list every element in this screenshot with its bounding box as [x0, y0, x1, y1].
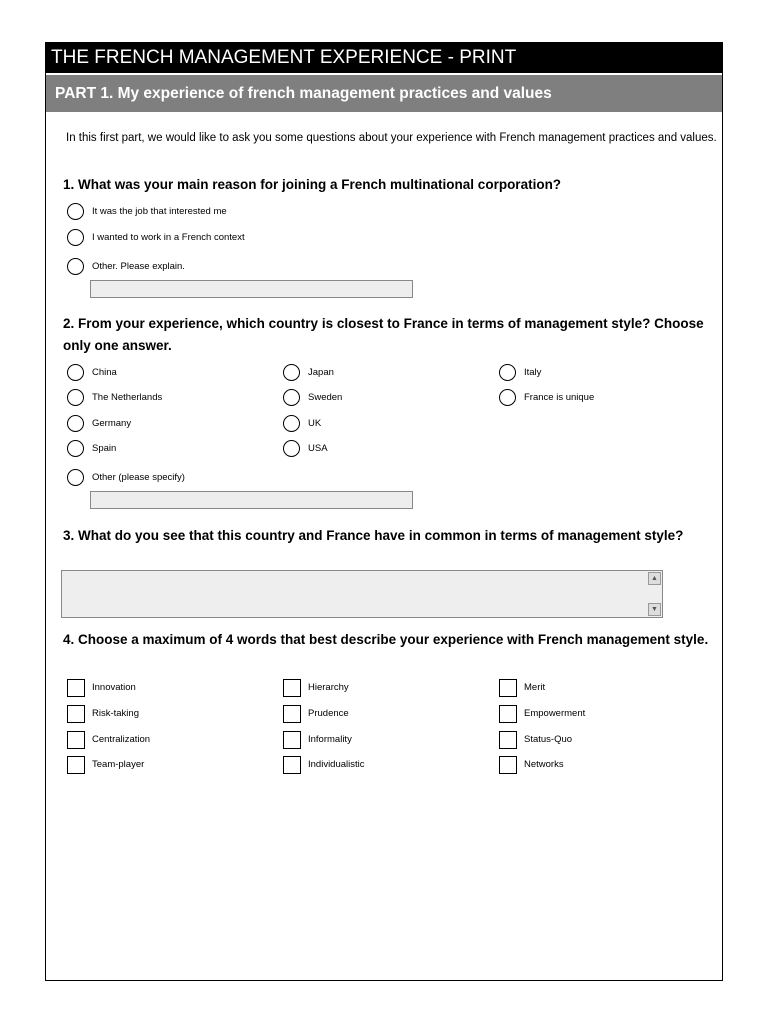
part-heading: PART 1. My experience of french management practices and values — [46, 75, 722, 112]
option-label: Informality — [308, 734, 352, 745]
option-label: Germany — [92, 418, 132, 429]
scroll-up-icon[interactable]: ▲ — [648, 572, 661, 585]
radio-button[interactable] — [67, 203, 84, 220]
radio-button[interactable] — [67, 415, 84, 432]
checkbox[interactable] — [499, 731, 517, 749]
radio-button[interactable] — [283, 364, 300, 381]
page-title: THE FRENCH MANAGEMENT EXPERIENCE - PRINT — [46, 43, 722, 73]
option-label: France is unique — [524, 392, 595, 403]
checkbox[interactable] — [283, 756, 301, 774]
option-label: Merit — [524, 682, 546, 693]
option-label: Japan — [308, 367, 334, 378]
option-label: Sweden — [308, 392, 343, 403]
checkbox[interactable] — [499, 756, 517, 774]
question-4: 4. Choose a maximum of 4 words that best describe your experience with French management style. — [63, 632, 709, 647]
radio-button[interactable] — [283, 440, 300, 457]
option-label: Team-player — [92, 759, 145, 770]
radio-button[interactable] — [499, 364, 516, 381]
radio-button[interactable] — [67, 469, 84, 486]
q2-other-input[interactable] — [90, 491, 413, 509]
option-label: China — [92, 367, 117, 378]
option-label: I wanted to work in a French context — [92, 232, 245, 243]
q1-other-input[interactable] — [90, 280, 413, 298]
radio-button[interactable] — [67, 389, 84, 406]
option-label: Italy — [524, 367, 542, 378]
checkbox[interactable] — [283, 705, 301, 723]
q3-answer-textarea[interactable] — [61, 570, 663, 618]
question-3: 3. What do you see that this country and France have in common in terms of management style? — [63, 528, 684, 543]
option-label: Centralization — [92, 734, 151, 745]
radio-button[interactable] — [499, 389, 516, 406]
radio-button[interactable] — [283, 415, 300, 432]
option-label: Spain — [92, 443, 117, 454]
option-label: The Netherlands — [92, 392, 163, 403]
option-label: Status-Quo — [524, 734, 573, 745]
option-label: It was the job that interested me — [92, 206, 227, 217]
checkbox[interactable] — [67, 756, 85, 774]
checkbox[interactable] — [283, 679, 301, 697]
checkbox[interactable] — [283, 731, 301, 749]
option-label: Empowerment — [524, 708, 586, 719]
option-label: Risk-taking — [92, 708, 139, 719]
question-2: 2. From your experience, which country is closest to France in terms of management style? Choose only one answer. — [63, 316, 704, 353]
option-label: Innovation — [92, 682, 136, 693]
radio-button[interactable] — [67, 229, 84, 246]
radio-button[interactable] — [67, 364, 84, 381]
checkbox[interactable] — [499, 679, 517, 697]
option-label: Individualistic — [308, 759, 365, 770]
option-label: Other. Please explain. — [92, 261, 185, 272]
scroll-down-icon[interactable]: ▼ — [648, 603, 661, 616]
option-label: Other (please specify) — [92, 472, 185, 483]
option-label: Networks — [524, 759, 564, 770]
option-label: USA — [308, 443, 328, 454]
radio-button[interactable] — [283, 389, 300, 406]
checkbox[interactable] — [67, 679, 85, 697]
radio-button[interactable] — [67, 258, 84, 275]
checkbox[interactable] — [67, 731, 85, 749]
checkbox[interactable] — [499, 705, 517, 723]
intro-text: In this first part, we would like to ask you some questions about your experience with French management practices and values. — [66, 132, 717, 144]
checkbox[interactable] — [67, 705, 85, 723]
option-label: UK — [308, 418, 322, 429]
radio-button[interactable] — [67, 440, 84, 457]
option-label: Prudence — [308, 708, 349, 719]
question-1: 1. What was your main reason for joining a French multinational corporation? — [63, 177, 562, 192]
option-label: Hierarchy — [308, 682, 349, 693]
